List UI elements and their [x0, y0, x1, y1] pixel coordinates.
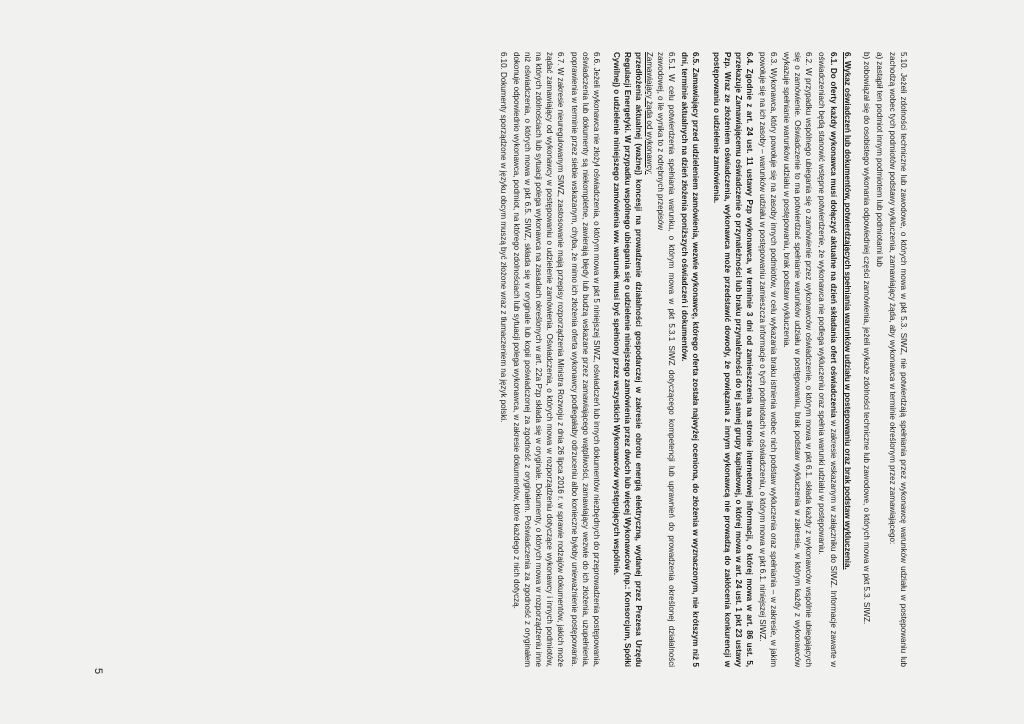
paragraph-6-5-1-underlined: Zamawiający żąda od wykonawcy:: [645, 52, 655, 175]
paragraph-6-5-1-text: 6.5.1 W celu potwierdzenia spełniania warunku, o którym mowa w pkt 5.3.1 SIWZ dotyczącego kompetencji lub uprawnień do prowadzenia określonej działalności zawodowej, o ile wynika to z odrębnych przepisów: [656, 52, 677, 667]
paragraph-6-1-text: w zakresie wskazanym w załączniku do SIWZ. Informacje zawarte w oświadczeniach będą stanowić wstępne potwierdzenie, że wykonawca nie podlega wykluczeniu oraz spełnia warunki udziału w postępowaniu.: [817, 52, 838, 668]
paragraph-6-1: [816, 52, 838, 667]
paragraph-6-3: 6.3. Wykonawca, który powołuje się na zasoby innych podmiotów, w celu wykazania braku istnienia wobec nich podstaw wykluczenia oraz spełniania – w zakresie, w jakim powołuje się na ich zasoby – warunków udziału w postępowaniu zamieszcza informacje o tych podmiotach w oświadczeniu, o którym mowa w pkt 6.1. niniejszej SIWZ.: [757, 52, 779, 667]
paragraph-5-10: 5.10. Jeżeli zdolności techniczne lub zawodowe, o których mowa w pkt 5.3. SIWZ, nie potwierdzają spełniania przez wykonawcę warunków udziału w postępowaniu lub zachodzą wobec tych podmiotów podstawy wykluczenia, zamawiający żąda, aby wykonawca w terminie określonym przez zamawiającego:: [887, 52, 908, 667]
paragraph-5-10-a: a) zastąpił ten podmiot innym podmiotem lub podmiotami lub: [874, 52, 884, 267]
paragraph-6-6: 6.6. Jeżeli wykonawca nie złożył oświadczenia, o którym mowa w pkt 5 niniejszej SIWZ, oświadczeń lub innych dokumentów niezbędnych do przeprowadzenia postępowania, oświadczenia lub dokumenty są niekompletne, zawierają błędy lub budzą wskazane przez zamawiającego wątpliwości, zamawiający wezwie do ich złożenia, uzupełnienia, poprawienia w terminie przez siebie wskazanym, chyba, że mimo ich złożenia oferta wykonawcy podlegałaby odrzuceniu albo konieczne byłoby unieważnienie postępowania.: [569, 52, 601, 667]
paragraph-5-10-b: b) zobowiązał się do osobistego wykonania odpowiedniej części zamówienia, jeżeli wykaże zdolności techniczne lub zawodowe, o których mowa w pkt 5.3. SIWZ.: [861, 52, 871, 625]
paragraph-6-4: 6.4. Zgodnie z art. 24 ust. 11 ustawy Pzp wykonawca, w terminie 3 dni od zamieszczenia na stronie internetowej informacji, o której mowa w art. 86 ust. 5, przekazuje Zamawiającemu oświadczenie o przynależności lub braku przynależności do tej samej grupy kapitałowej, o której mowa w art. 24 ust. 1 pkt 23 ustawy Pzp. Wraz ze złożeniem oświadczenia, wykonawca może przedstawić dowody, że powiązania z innym wykonawcą nie prowadzą do zakłócenia konkurencji w postępowaniu o udzielenie zamówienia.: [711, 52, 754, 667]
section-6-heading: 6. Wykaz oświadczeń lub dokumentów, potwierdzających spełniania warunków udziału w postępowaniu oraz brak podstaw wykluczenia.: [842, 52, 852, 570]
document-body: [496, 52, 909, 667]
paragraph-6-5-1-bold: przedłożenia aktualnej (ważnej) koncesji na prowadzenie działalności gospodarczej w zakresie obrotu energią elektryczną, wydanej przez Prezesa Urzędu Regulacji Energetyki. W przypadku wspólnego ubiegania się o udzielenie niniejszego zamówienia przez dwóch lub więcej Wykonawców (np.: Konsorcjum, Spółki Cywilnej) o udzielenie niniejszego zamówienia ww. warunek musi być spełniony przez wszystkich Wykonawców występujących wspólnie.: [611, 52, 644, 667]
paragraph-6-1-bold: 6.1. Do oferty każdy wykonawca musi dołączyć aktualne na dzień składania ofert oświadczenia: [828, 52, 838, 418]
paragraph-6-10: 6.10. Dokumenty sporządzone w języku obcym muszą być złożone wraz z tłumaczeniem na język polski.: [499, 52, 508, 423]
paragraph-6-2: 6.2. W przypadku wspólnego ubiegania się o zamówienie przez wykonawców oświadczenie, o którym mowa w pkt 6.1. składa każdy z wykonawców wspólnie ubiegających się o zamówienie. Oświadczenie to ma potwierdzać spełnianie warunków udziału w postępowaniu, brak podstaw wykluczenia w zakresie, w którym każdy z wykonawców wykazuje spełnianie warunków udziału w postępowaniu, brak podstaw wykluczenia.: [782, 52, 814, 667]
paragraph-6-5: 6.5. Zamawiający przed udzieleniem zamówienia, wezwie wykonawcę, którego oferta została najwyżej oceniona, do złożenia w wyznaczonym, nie krótszym niż 5 dni, terminie aktualnych na dzień złożenia poniższych oświadczeń i dokumentów.: [680, 52, 701, 667]
page-number: 5: [92, 668, 104, 675]
paragraph-6-5-1: [611, 52, 678, 667]
paragraph-6-7: 6.7. W zakresie nieuregulowanym SIWZ, zastosowanie mają przepisy rozporządzenia Ministra Rozwoju z dnia 26 lipca 2016 r. w sprawie rodzajów dokumentów, jakich może żądać zamawiający od wykonawcy w postępowaniu o udzielenie zamówienia. Oświadczenia, o których mowa w rozporządzeniu dotyczące wykonawcy i innych podmiotów, na których zdolnościach lub sytuacji polega wykonawca na zasadach określonych w art. 22a Pzp składa się w oryginale. Dokumenty, o których mowa w rozporządzeniu inne niż oświadczenia, o których mowa w pkt 6.5. SIWZ, składa się w oryginale lub kopii poświadczonej za zgodność z oryginałem. Poświadczenia za zgodność z oryginałem dokonuje odpowiednio wykonawca, podmiot, na którego zdolnościach lub sytuacji polega wykonawca, w zakresie dokumentów, które każdego z nich dotyczą.: [512, 52, 566, 667]
